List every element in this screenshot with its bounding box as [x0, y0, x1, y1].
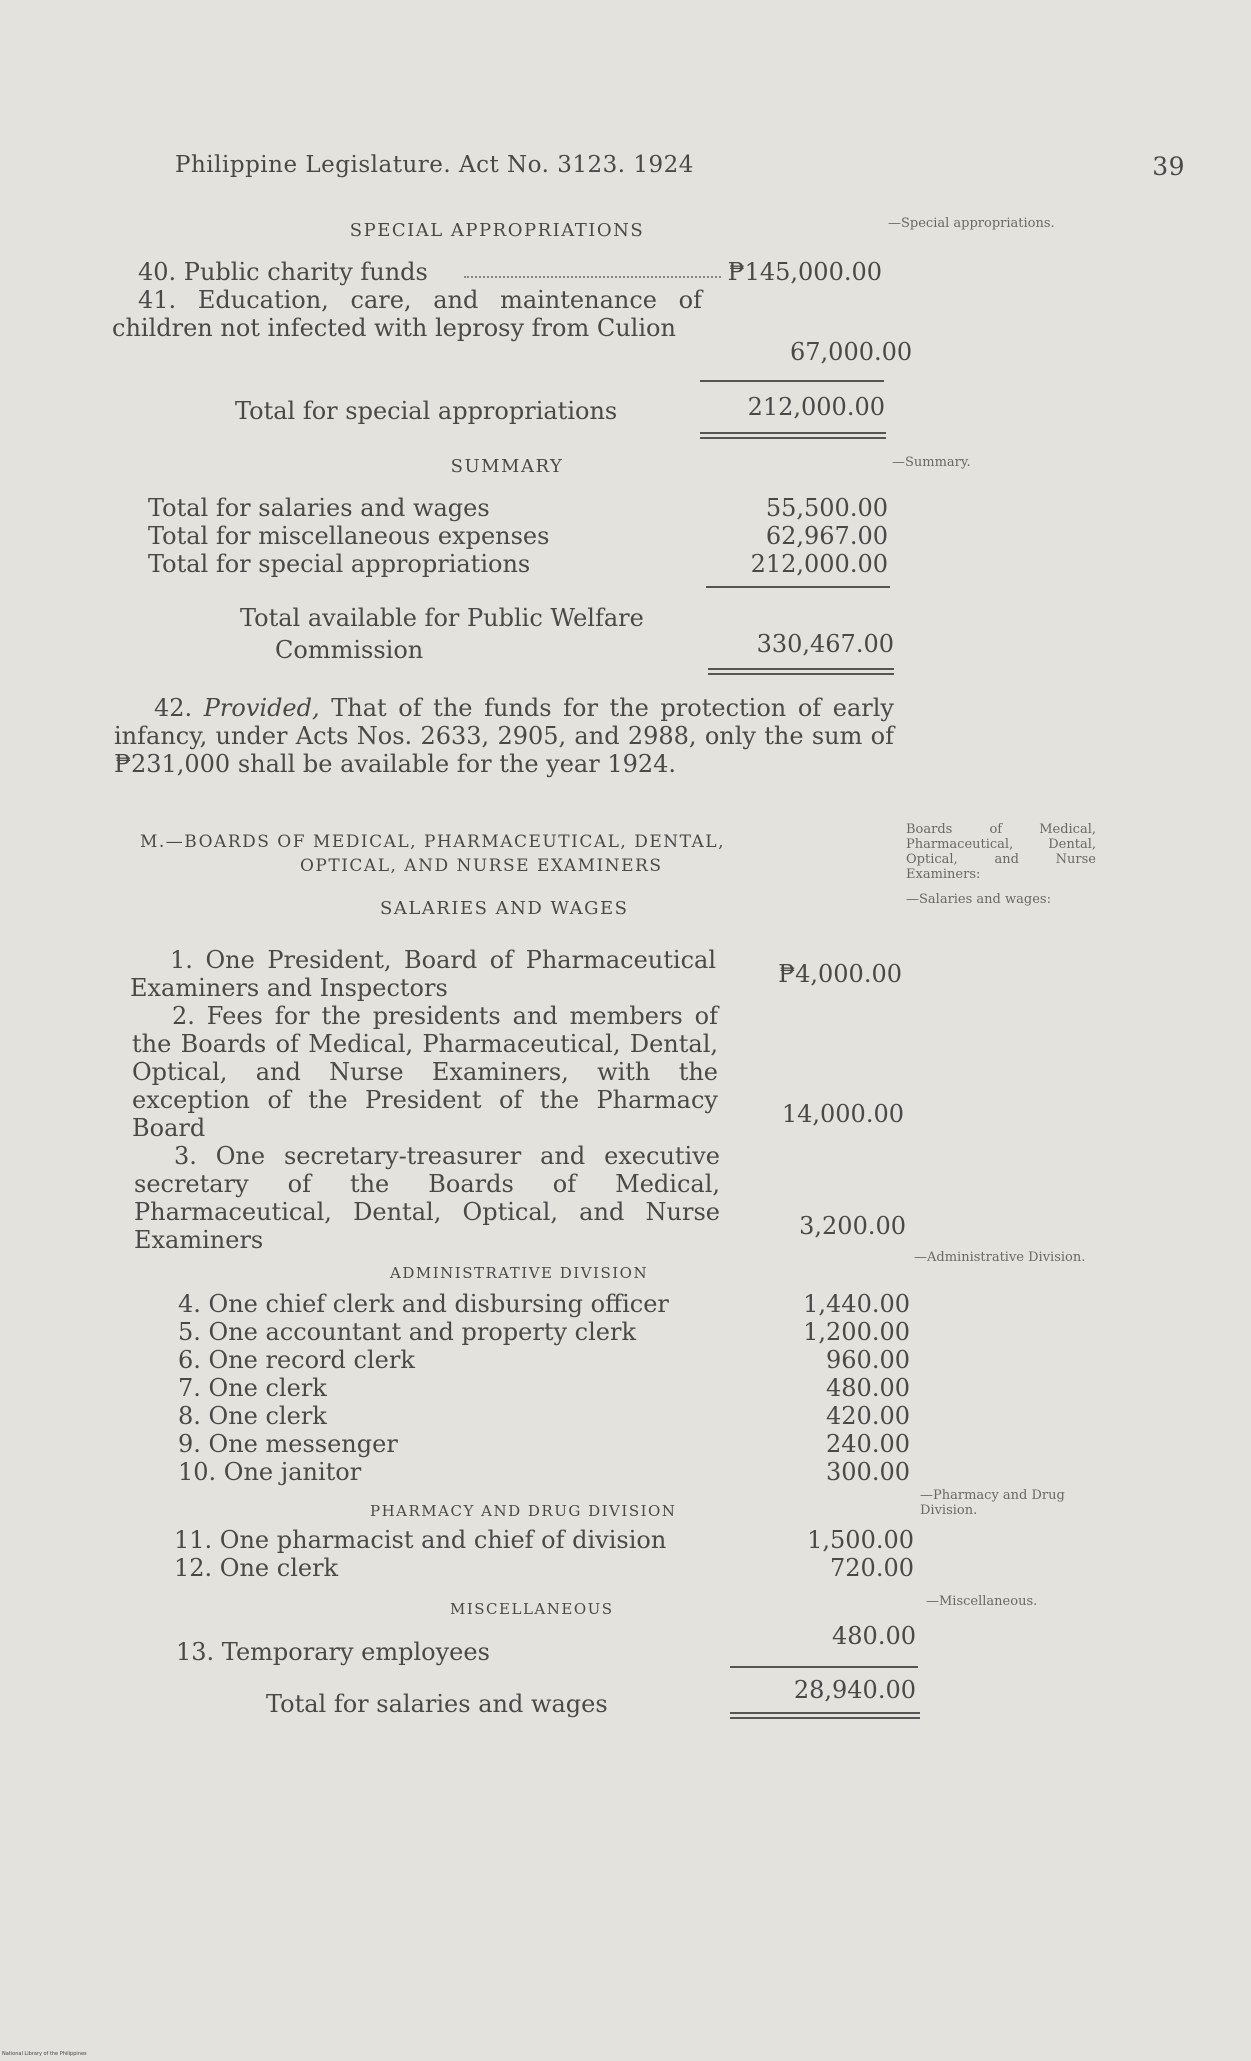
- page-number: 39: [1152, 152, 1185, 181]
- admin-heading: ADMINISTRATIVE DIVISION: [390, 1264, 649, 1282]
- pharmacy-heading: PHARMACY AND DRUG DIVISION: [370, 1502, 677, 1520]
- special-item-41-amount: 67,000.00: [790, 338, 913, 366]
- proviso-paragraph: 42. Provided, That of the funds for the protection of early infancy, under Acts Nos. 2633, 2905, and 2988, only the sum of ₱231,000 shall be available for the year 1924.: [114, 694, 894, 778]
- summary-total-label-2: Commission: [275, 636, 424, 664]
- boards-margin-note: Boards of Medical, Pharmaceutical, Dental, Optical, and Nurse Examiners:: [906, 822, 1096, 882]
- misc-row: 13. Temporary employees 480.00: [176, 1622, 916, 1666]
- admin-row: 7. One clerk 480.00: [178, 1374, 910, 1402]
- special-heading-wrap: [112, 220, 882, 241]
- boards-subheading: SALARIES AND WAGES: [380, 898, 629, 919]
- boards-heading-2: OPTICAL, AND NURSE EXAMINERS: [300, 856, 663, 876]
- special-heading: SPECIAL APPROPRIATIONS: [349, 220, 645, 241]
- admin-row: 9. One messenger 240.00: [178, 1430, 910, 1458]
- summary-heading: SUMMARY: [450, 456, 564, 477]
- pharmacy-margin-note: —Pharmacy and Drug Division.: [920, 1488, 1065, 1518]
- summary-total-label-1: Total available for Public Welfare: [240, 604, 644, 632]
- boards-heading-1: M.—BOARDS OF MEDICAL, PHARMACEUTICAL, DENTAL,: [140, 832, 725, 852]
- admin-margin-note: —Administrative Division.: [914, 1250, 1086, 1265]
- boards-item-3-amount: 3,200.00: [799, 1212, 906, 1240]
- boards-margin-note-2: —Salaries and wages:: [906, 892, 1051, 907]
- misc-heading: MISCELLANEOUS: [450, 1600, 614, 1618]
- special-item-41: 41. Education, care, and maintenance of children not infected with leprosy from Culion: [112, 286, 702, 342]
- boards-item-2-amount: 14,000.00: [781, 1100, 904, 1128]
- admin-row: 6. One record clerk 960.00: [178, 1346, 910, 1374]
- misc-margin-note: —Miscellaneous.: [926, 1594, 1038, 1609]
- summary-total-amount: 330,467.00: [756, 630, 894, 658]
- pharmacy-rows: [174, 1526, 914, 1582]
- admin-row: 10. One janitor 300.00: [178, 1458, 910, 1486]
- special-total-label: Total for special appropriations: [235, 397, 618, 425]
- header-title: Philippine Legislature. Act No. 3123. 1924: [175, 152, 694, 178]
- special-item-40-amount: ₱145,000.00: [722, 258, 882, 286]
- boards-item-3: 3. One secretary-treasurer and executive secretary of the Boards of Medical, Pharmaceutical, Dental, Optical, and Nurse Examiners: [134, 1142, 720, 1254]
- admin-rows: [178, 1290, 910, 1486]
- admin-row: 4. One chief clerk and disbursing officer 1,440.00: [178, 1290, 910, 1318]
- boards-item-1: 1. One President, Board of Pharmaceutical Examiners and Inspectors: [130, 946, 716, 1002]
- special-margin-note: —Special appropriations.: [888, 216, 1055, 231]
- pharmacy-row: 11. One pharmacist and chief of division 1,500.00: [174, 1526, 914, 1554]
- boards-item-2: 2. Fees for the presidents and members of the Boards of Medical, Pharmaceutical, Dental, Optical, and Nurse Examiners, with the exception of the President of the Pharmacy Board: [132, 1002, 718, 1142]
- boards-item-1-amount: ₱4,000.00: [778, 960, 902, 988]
- summary-row: Total for salaries and wages 55,500.00: [148, 494, 888, 522]
- special-item-40: 40. Public charity funds ₱145,000.00: [138, 258, 882, 286]
- summary-row: Total for miscellaneous expenses 62,967.00: [148, 522, 888, 550]
- pharmacy-row: 12. One clerk 720.00: [174, 1554, 914, 1582]
- misc-rows: [176, 1622, 916, 1666]
- misc-total-label: Total for salaries and wages: [266, 1690, 608, 1718]
- summary-rows: [148, 494, 888, 578]
- misc-total-amount: 28,940.00: [793, 1676, 916, 1704]
- admin-row: 5. One accountant and property clerk 1,200.00: [178, 1318, 910, 1346]
- summary-margin-note: —Summary.: [892, 455, 971, 470]
- special-total-amount: 212,000.00: [747, 393, 885, 421]
- footer-stamp: National Library of the Philippines: [2, 2051, 87, 2057]
- summary-row: Total for special appropriations 212,000.00: [148, 550, 888, 578]
- admin-row: 8. One clerk 420.00: [178, 1402, 910, 1430]
- special-section: [112, 258, 882, 286]
